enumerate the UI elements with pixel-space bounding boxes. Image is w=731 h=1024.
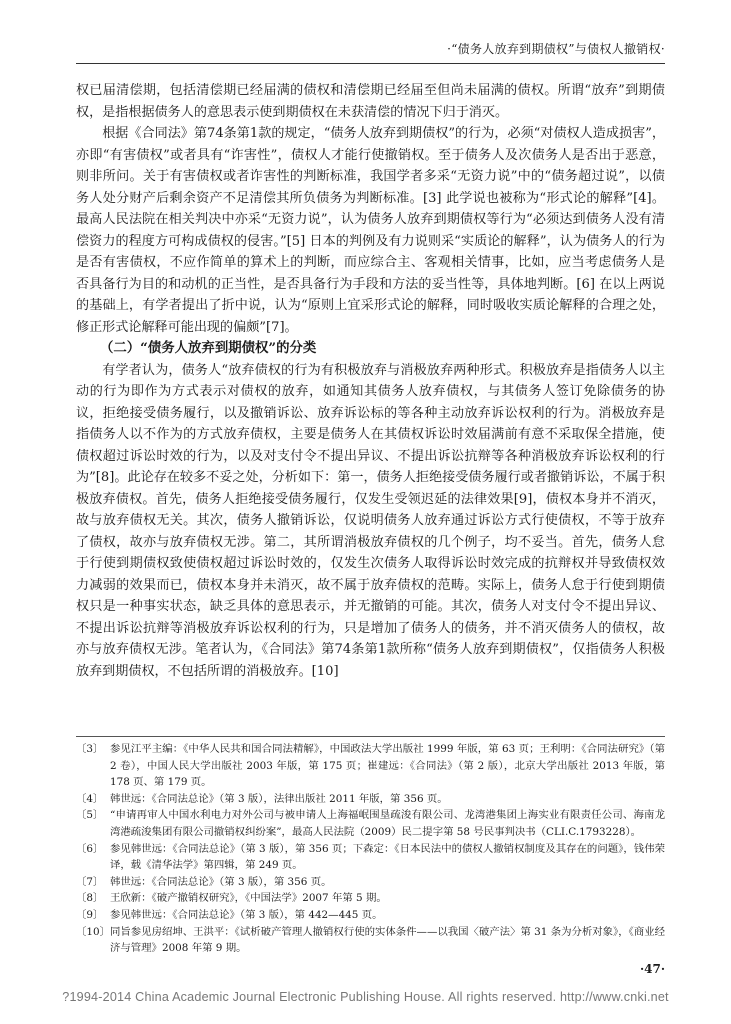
footnote-text: 同旨参见房绍坤、王洪平：《试析破产管理人撤销权行使的实体条件——以我国〈破产法〉第 31 条为分析对象》，《商业经济与管理》2008 年第 9 期。 xyxy=(110,925,665,955)
footnote xyxy=(76,841,665,874)
section-heading: （二）“债务人放弃到期债权”的分类 xyxy=(100,340,317,356)
footnote xyxy=(76,807,665,840)
article-body xyxy=(76,80,665,682)
footnote xyxy=(76,907,665,924)
footnote-text: 韩世远：《合同法总论》（第 3 版），法律出版社 2011 年版，第 356 页。 xyxy=(110,792,448,805)
footnote xyxy=(76,791,665,808)
footnote xyxy=(76,874,665,891)
footnote-mark: 〔3〕 xyxy=(76,743,104,755)
footnote xyxy=(76,741,665,791)
body-paragraph-2: 根据《合同法》第74条第1款的规定，“债务人放弃到期债权”的行为，必须“对债权人造成损害”，亦即“有害债权”或者具有“诈害性”，债权人才能行使撤销权。至于债务人及次债务人是否出于恶意，则非所问。关于有害债权或者诈害性的判断标准，我国学者多采“无资力说”中的“债务超过说”，以债务人处分财产后剩余资产不足清偿其所负债务为判断标准。[3] 此学说也被称为“形式论的解释”[4]。最高人民法院在相关判决中亦采“无资力说”，认为债务人放弃到期债权等行为“必须达到债务人没有清偿资力的程度方可构成债权的侵害。”[5] 日本的判例及有力说则采“实质论的解释”，认为债务人的行为是否有害债权，不应作简单的算术上的判断，而应综合主、客观相关情事，比如，应当考虑债务人是否具备行为目的和动机的正当性，是否具备行为手段和方法的妥当性等，具体地判断。[6] 在以上两说的基础上，有学者提出了折中说，认为“原则上宜采形式论的解释，同时吸收实质论解释的合理之处，修正形式论解释可能出现的偏颇”[7]。 xyxy=(76,126,665,335)
copyright-line: ?1994-2014 China Academic Journal Electronic Publishing House. All rights reserved. http://www.cnki.net xyxy=(62,990,669,1004)
footnote-text: “申请再审人中国水利电力对外公司与被申请人上海福岷围垦疏浚有限公司、龙湾港集团上海实业有限责任公司、海南龙湾港疏浚集团有限公司撤销权纠纷案”，最高人民法院（2009）民二提字第 58 号民事判决书（CLI.C.1793228）。 xyxy=(110,809,665,838)
page-number: ·47· xyxy=(639,962,665,976)
body-paragraph-3: 有学者认为，债务人“放弃债权的行为有积极放弃与消极放弃两种形式。积极放弃是指债务人以主动的行为即作为方式表示对债权的放弃，如通知其债务人放弃债权，与其债务人签订免除债务的协议，拒绝接受债务履行，以及撤销诉讼、放弃诉讼标的等各种主动放弃诉讼权利的行为。消极放弃是指债务人以不作为的方式放弃债权，主要是债务人在其债权诉讼时效届满前有意不采取保全措施，使债权超过诉讼时效的行为，以及对支付令不提出异议、不提出诉讼抗辩等各种消极放弃诉讼权利的行为”[8]。此论存在较多不妥之处，分析如下：第一，债务人拒绝接受债务履行或者撤销诉讼，不属于积极放弃债权。首先，债务人拒绝接受债务履行，仅发生受领迟延的法律效果[9]，债权本身并不消灭，故与放弃债权无关。其次，债务人撤销诉讼，仅说明债务人放弃通过诉讼方式行使债权，不等于放弃了债权，故亦与放弃债权无涉。第二，其所谓消极放弃债权的几个例子，均不妥当。首先，债务人怠于行使到期债权致使债权超过诉讼时效的，仅发生次债务人取得诉讼时效完成的抗辩权并导致债权效力减弱的效果而已，债权本身并未消灭，故不属于放弃债权的范畴。实际上，债务人怠于行使到期债权只是一种事实状态，缺乏具体的意思表示，并无撤销的可能。其次，债务人对支付令不提出异议、不提出诉讼抗辩等消极放弃诉讼权利的行为，只是增加了债务人的债务，并不消灭债务人的债权，故亦与放弃债权无涉。笔者认为，《合同法》第74条第1款所称“债务人放弃到期债权”，仅指债务人积极放弃到期债权，不包括所谓的消极放弃。[10] xyxy=(76,362,665,679)
running-head xyxy=(76,40,665,64)
body-paragraph-1: 权已届清偿期，包括清偿期已经届满的债权和清偿期已经届至但尚未届满的债权。所谓“放弃”到期债权，是指根据债务人的意思表示使到期债权在未获清偿的情况下归于消灭。 xyxy=(76,83,665,120)
footnote xyxy=(76,924,665,957)
footnote-mark: 〔7〕 xyxy=(76,875,104,888)
footnote xyxy=(76,890,665,907)
footnote-mark: 〔6〕 xyxy=(76,842,104,855)
footnote-text: 参见韩世远：《合同法总论》（第 3 版），第 442—445 页。 xyxy=(110,908,383,921)
footnote-text: 韩世远：《合同法总论》（第 3 版），第 356 页。 xyxy=(110,875,332,888)
footnote-mark: 〔8〕 xyxy=(76,892,104,905)
footnote-mark: 〔9〕 xyxy=(76,908,104,921)
footnote-text: 参见江平主编：《中华人民共和国合同法精解》，中国政法大学出版社 1999 年版，第 63 页；王利明：《合同法研究》（第 2 卷），中国人民大学出版社 2003 年版，第 175 页；崔建远：《合同法》（第 2 版），北京大学出版社 2013 年版，第 178 页、第 179 页。 xyxy=(110,743,665,789)
footnote-mark: 〔10〕 xyxy=(76,925,111,938)
footnote-mark: 〔4〕 xyxy=(76,792,104,805)
footnote-mark: 〔5〕 xyxy=(76,809,104,822)
footnote-text: 参见韩世远：《合同法总论》（第 3 版），第 356 页；下森定：《日本民法中的债权人撤销权制度及其存在的问题》，钱伟荣译，载《清华法学》第四辑，第 249 页。 xyxy=(110,842,665,872)
footnotes xyxy=(76,728,665,957)
footnote-text: 王欣新：《破产撤销权研究》，《中国法学》2007 年第 5 期。 xyxy=(110,892,387,905)
running-title: ·“债务人放弃到期债权”与债权人撤销权· xyxy=(447,42,665,56)
footnote-divider xyxy=(76,736,665,737)
